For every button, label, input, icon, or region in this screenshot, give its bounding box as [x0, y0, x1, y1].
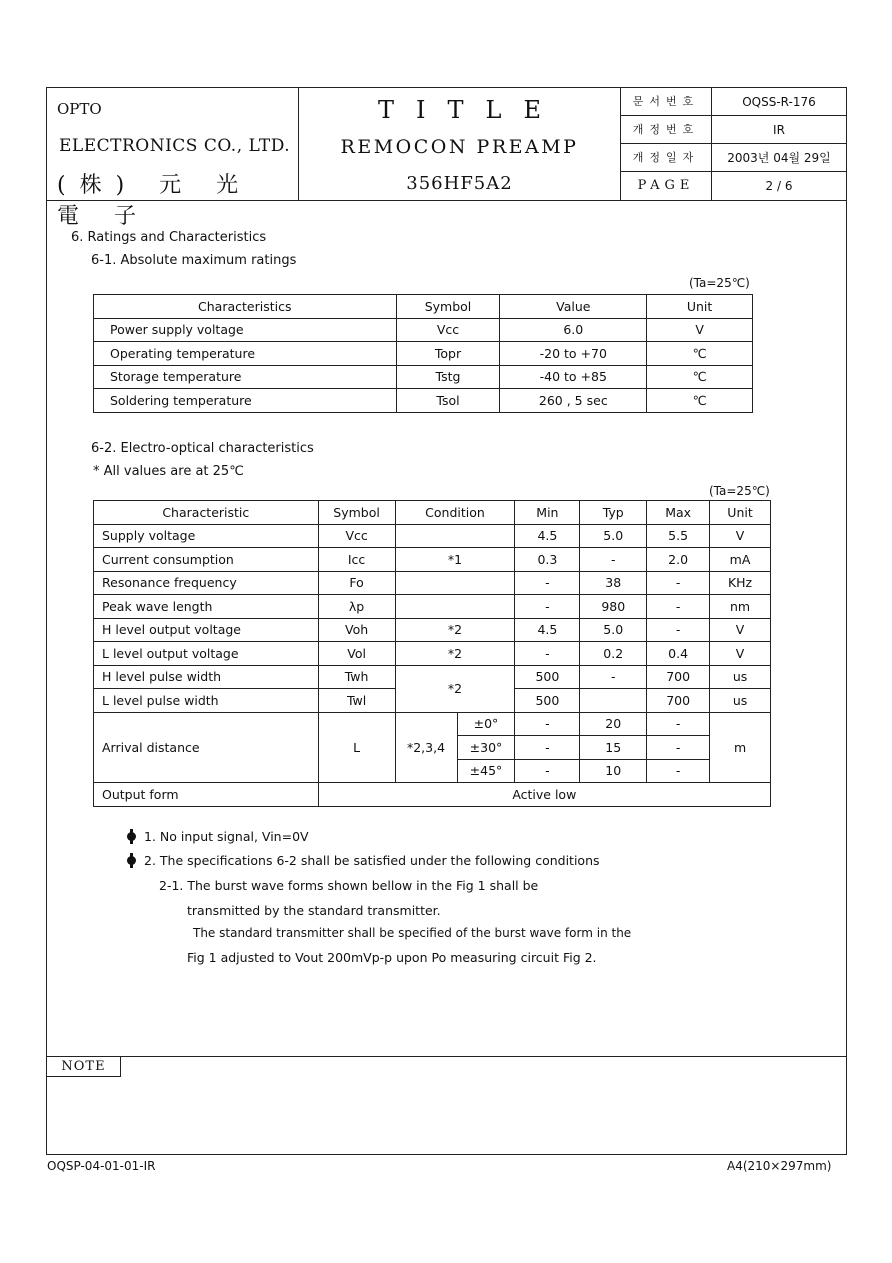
info-value: 2 / 6	[765, 179, 793, 193]
table-cell: *2,3,4	[395, 712, 457, 783]
table-cell	[395, 595, 515, 619]
table-cell: ℃	[647, 389, 753, 413]
info-key: 개정번호	[621, 116, 712, 144]
table-cell: Vol	[318, 642, 395, 666]
table-cell: -	[580, 665, 647, 689]
table-cell: Arrival distance	[94, 712, 319, 783]
note-2-1-line-4: Fig 1 adjusted to Vout 200mVp-p upon Po measuring circuit Fig 2.	[187, 950, 597, 965]
table-header: Symbol	[396, 295, 500, 319]
table-cell: KHz	[710, 571, 771, 595]
table-cell: mA	[710, 548, 771, 572]
table-cell: Vcc	[318, 524, 395, 548]
table-header: Typ	[580, 501, 647, 525]
info-key: PAGE	[621, 172, 712, 200]
table-cell: Topr	[396, 342, 500, 366]
product-name: REMOCON PREAMP	[340, 136, 579, 158]
table-cell: Supply voltage	[94, 524, 319, 548]
table-cell: Peak wave length	[94, 595, 319, 619]
table-cell: Storage temperature	[94, 365, 397, 389]
info-row-doc-no	[621, 88, 846, 116]
info-value: IR	[773, 123, 785, 137]
note-2	[125, 853, 600, 868]
table-header: Characteristic	[94, 501, 319, 525]
table-cell: Fo	[318, 571, 395, 595]
table-row	[94, 571, 771, 595]
table-cell: *2	[395, 642, 515, 666]
table-row	[94, 342, 753, 366]
table-cell: 10	[580, 759, 647, 783]
info-row-page	[621, 172, 846, 200]
table-cell	[395, 524, 515, 548]
table-cell: Resonance frequency	[94, 571, 319, 595]
table-row	[94, 712, 771, 736]
table-cell: -40 to +85	[500, 365, 647, 389]
table-cell: V	[647, 318, 753, 342]
table-row	[94, 318, 753, 342]
table-cell: Tstg	[396, 365, 500, 389]
table-cell: -20 to +70	[500, 342, 647, 366]
table-cell: L level output voltage	[94, 642, 319, 666]
table-header: Value	[500, 295, 647, 319]
table-cell: V	[710, 524, 771, 548]
table-cell: *2	[395, 665, 515, 712]
bullet-icon	[125, 854, 138, 867]
table-cell: -	[647, 618, 710, 642]
table-cell: Current consumption	[94, 548, 319, 572]
table-cell: -	[515, 571, 580, 595]
table-cell: 20	[580, 712, 647, 736]
note-label: NOTE	[47, 1057, 121, 1077]
absolute-max-ratings-table	[93, 294, 753, 413]
table-cell: L level pulse width	[94, 689, 319, 713]
table-cell: Voh	[318, 618, 395, 642]
table-header: Characteristics	[94, 295, 397, 319]
table-cell: 2.0	[647, 548, 710, 572]
table-header: Unit	[710, 501, 771, 525]
table-cell: L	[318, 712, 395, 783]
table-cell: 4.5	[515, 618, 580, 642]
table-cell: -	[580, 548, 647, 572]
table-header: Condition	[395, 501, 515, 525]
table-header-row	[94, 295, 753, 319]
info-key: 개정일자	[621, 144, 712, 172]
table-cell: 500	[515, 665, 580, 689]
info-key: 문서번호	[621, 88, 712, 116]
table-cell: λp	[318, 595, 395, 619]
table-row	[94, 524, 771, 548]
table-row	[94, 595, 771, 619]
table-header: Max	[647, 501, 710, 525]
table-cell: ±45°	[457, 759, 515, 783]
table-cell: ±0°	[457, 712, 515, 736]
info-value: OQSS-R-176	[742, 95, 816, 109]
bullet-icon	[125, 830, 138, 843]
table-row	[94, 618, 771, 642]
table-cell: 260 , 5 sec	[500, 389, 647, 413]
table-cell: 0.3	[515, 548, 580, 572]
table-cell: Icc	[318, 548, 395, 572]
table-cell: nm	[710, 595, 771, 619]
note-area	[47, 1056, 846, 1155]
info-value: 2003년 04월 29일	[727, 151, 831, 165]
ta-note-2: (Ta=25℃)	[709, 484, 770, 498]
table-cell: -	[647, 571, 710, 595]
table-cell: -	[515, 759, 580, 783]
table-cell: -	[515, 642, 580, 666]
table-cell: us	[710, 665, 771, 689]
table-cell: 0.2	[580, 642, 647, 666]
footer-form-number: OQSP-04-01-01-IR	[47, 1159, 156, 1173]
table-cell: -	[515, 595, 580, 619]
table-cell: 700	[647, 665, 710, 689]
company-block	[47, 88, 299, 229]
table-cell: Output form	[94, 783, 319, 807]
document-info	[621, 88, 846, 200]
info-row-revision	[621, 116, 846, 144]
note-2-1-line-2: transmitted by the standard transmitter.	[187, 903, 441, 918]
table-cell: 0.4	[647, 642, 710, 666]
table-row	[94, 783, 771, 807]
table-cell: us	[710, 689, 771, 713]
table-cell: 4.5	[515, 524, 580, 548]
table-cell: 6.0	[500, 318, 647, 342]
subsection-2-heading: 6-2. Electro-optical characteristics	[91, 441, 314, 456]
table-cell: Soldering temperature	[94, 389, 397, 413]
table-cell	[580, 689, 647, 713]
table-cell: ℃	[647, 365, 753, 389]
table-cell: Tsol	[396, 389, 500, 413]
title-block	[299, 88, 621, 200]
table-cell: *2	[395, 618, 515, 642]
table-cell: 980	[580, 595, 647, 619]
table-cell: ±30°	[457, 736, 515, 760]
table-cell: -	[647, 712, 710, 736]
table-row	[94, 642, 771, 666]
model-number: 356HF5A2	[406, 173, 513, 194]
table-cell: 700	[647, 689, 710, 713]
table-header-row	[94, 501, 771, 525]
info-row-date	[621, 144, 846, 172]
table-cell: Twh	[318, 665, 395, 689]
section-heading: 6. Ratings and Characteristics	[71, 230, 267, 245]
table-cell: *1	[395, 548, 515, 572]
table-cell: -	[515, 736, 580, 760]
table-cell: Vcc	[396, 318, 500, 342]
table-cell: Power supply voltage	[94, 318, 397, 342]
page-frame	[46, 87, 847, 1155]
note-2-text: 2. The specifications 6-2 shall be satisfied under the following conditions	[144, 853, 600, 868]
table-cell: 500	[515, 689, 580, 713]
table-cell: 15	[580, 736, 647, 760]
table-row	[94, 365, 753, 389]
table-cell: Operating temperature	[94, 342, 397, 366]
table-row	[94, 548, 771, 572]
title-label: TITLE	[378, 96, 563, 124]
table-cell: 38	[580, 571, 647, 595]
table-cell: 5.0	[580, 618, 647, 642]
subsection-2-note: * All values are at 25℃	[93, 464, 244, 479]
note-1	[125, 829, 309, 844]
table-cell	[395, 571, 515, 595]
table-cell: V	[710, 618, 771, 642]
table-cell: -	[647, 595, 710, 619]
table-row	[94, 665, 771, 689]
company-line-2: ELECTRONICS CO., LTD.	[59, 136, 291, 156]
company-line-3: (株) 元 光 電 子	[57, 173, 253, 229]
table-cell: Twl	[318, 689, 395, 713]
company-line-1: OPTO	[57, 100, 102, 118]
table-cell: V	[710, 642, 771, 666]
table-header: Unit	[647, 295, 753, 319]
table-cell: 5.5	[647, 524, 710, 548]
table-cell: H level output voltage	[94, 618, 319, 642]
footer-paper-size: A4(210×297mm)	[727, 1159, 832, 1173]
note-2-1-line-3: The standard transmitter shall be specified of the burst wave form in the	[193, 926, 632, 940]
table-cell: -	[647, 759, 710, 783]
table-cell: H level pulse width	[94, 665, 319, 689]
table-cell: -	[647, 736, 710, 760]
table-cell: 5.0	[580, 524, 647, 548]
electro-optical-table	[93, 500, 771, 807]
table-cell: m	[710, 712, 771, 783]
ta-note-1: (Ta=25℃)	[689, 276, 750, 290]
table-cell: -	[515, 712, 580, 736]
table-header: Symbol	[318, 501, 395, 525]
table-cell: ℃	[647, 342, 753, 366]
document-header	[47, 88, 846, 229]
note-2-1-line-1: 2-1. The burst wave forms shown bellow in the Fig 1 shall be	[159, 878, 539, 893]
table-header: Min	[515, 501, 580, 525]
table-row	[94, 389, 753, 413]
table-cell: Active low	[318, 783, 770, 807]
subsection-1-heading: 6-1. Absolute maximum ratings	[91, 253, 297, 268]
note-1-text: 1. No input signal, Vin=0V	[144, 829, 309, 844]
